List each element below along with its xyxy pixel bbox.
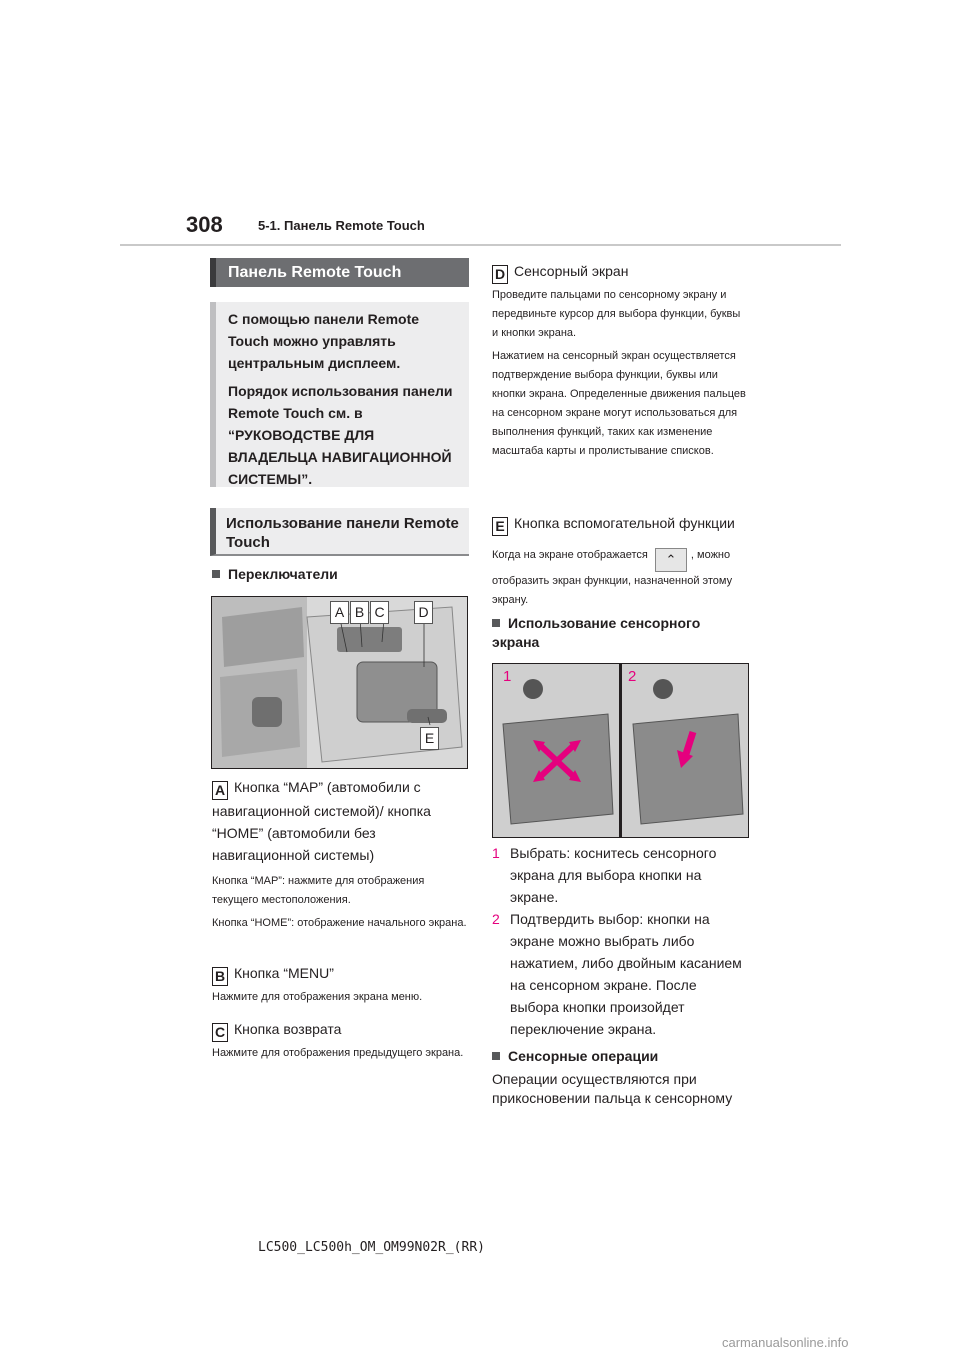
item-d-title: Сенсорный экран [514,263,629,279]
bullet-text: Сенсорные операции [508,1048,659,1064]
touch-ops-bullet [492,1048,658,1064]
letter-c-badge: C [212,1023,228,1042]
box-title-text: Панель Remote Touch [228,264,402,281]
item-b-note: Нажмите для отображения экрана меню. [212,991,423,1003]
bullet-square-icon [492,619,500,627]
callout-c: C [370,601,389,624]
see-also-text: Порядок использования панели Remote Touch см. в “РУКОВОДСТВЕ ДЛЯ ВЛАДЕЛЬЦА НАВИГАЦИОННОЙ СИСТЕМЫ”. [228,383,453,487]
item-c-title: Кнопка возврата [234,1021,342,1037]
item-a-note-home: Кнопка “HOME”: отображение начального экрана. [212,917,467,929]
letter-e-badge: E [492,517,508,536]
item-e-title: Кнопка вспомогательной функции [514,515,735,531]
touch-ops-text: Операции осуществляются при прикосновении пальца к сенсорному [492,1071,733,1106]
letter-a-badge: A [212,781,228,800]
section-title: 5-1. Панель Remote Touch [258,218,425,233]
item-a [212,776,470,866]
item-c [212,1018,470,1042]
callout-b: B [350,601,369,624]
item-a-title: Кнопка “MAP” (автомобили с навигационной системой)/ кнопка “HOME” (автомобили без навигационной системы) [212,779,431,863]
item-e-note-after: , можно отобразить экран функции, назначенной этому экрану. [492,549,733,606]
item-b-title: Кнопка “MENU” [234,965,334,981]
bullet-square-icon [492,1052,500,1060]
bullet-text: Переключатели [228,566,338,582]
step-1 [492,842,750,908]
step-2-number: 2 [492,911,500,927]
item-d [492,260,750,284]
touch-operations-figure [492,663,749,838]
subsection-heading: Использование панели Remote Touch [210,508,469,556]
callout-a: A [330,601,349,624]
console-switches-figure [211,596,468,769]
header-divider [120,244,841,246]
item-d-note-swipe: Проведите пальцами по сенсорному экрану и передвиньте курсор для выбора функции, буквы и кнопки экрана. [492,289,741,339]
switches-bullet [212,566,338,582]
step-2 [492,908,750,1040]
section-box-title [210,258,469,287]
letter-b-badge: B [212,967,228,986]
figure-step-1-label: 1 [503,668,512,685]
item-e [492,512,750,536]
item-a-note-map: Кнопка “MAP”: нажмите для отображения текущего местоположения. [212,875,425,906]
figure-step-2-label: 2 [628,668,637,685]
item-c-note: Нажмите для отображения предыдущего экрана. [212,1047,464,1059]
step-2-text: Подтвердить выбор: кнопки на экране можно выбрать либо нажатием, либо двойным касанием на сенсорном экране. После выбора кнопки произойдет переключение экрана. [510,911,742,1037]
item-e-note [492,546,748,610]
item-e-note-before: Когда на экране отображается [492,549,648,561]
touchscreen-bullet [492,614,750,652]
intro-text: С помощью панели Remote Touch можно управлять центральным дисплеем. [228,311,420,371]
watermark: carmanualsonline.info [722,1335,849,1350]
page-number: 308 [186,212,223,237]
step-1-number: 1 [492,845,500,861]
letter-d-badge: D [492,265,508,284]
document-code: LC500_LC500h_OM_OM99N02R_(RR) [258,1240,485,1255]
callout-e: E [420,727,439,750]
intro-info-box [210,302,469,487]
step-1-text: Выбрать: коснитесь сенсорного экрана для выбора кнопки на экране. [510,845,717,905]
item-b [212,962,470,986]
touch-illustration [493,664,748,837]
bullet-square-icon [212,570,220,578]
item-d-note-press: Нажатием на сенсорный экран осуществляется подтверждение выбора функции, буквы или кнопки экрана. Определенные движения пальцев на сенсорном экране могут использоваться для выполнения функций, таких как изменение масштаба карты и пролистывание списков. [492,350,746,457]
bullet-text: Использование сенсорного экрана [492,615,701,650]
double-chevron-up-icon: ⌃ [655,548,687,572]
callout-d: D [414,601,433,624]
